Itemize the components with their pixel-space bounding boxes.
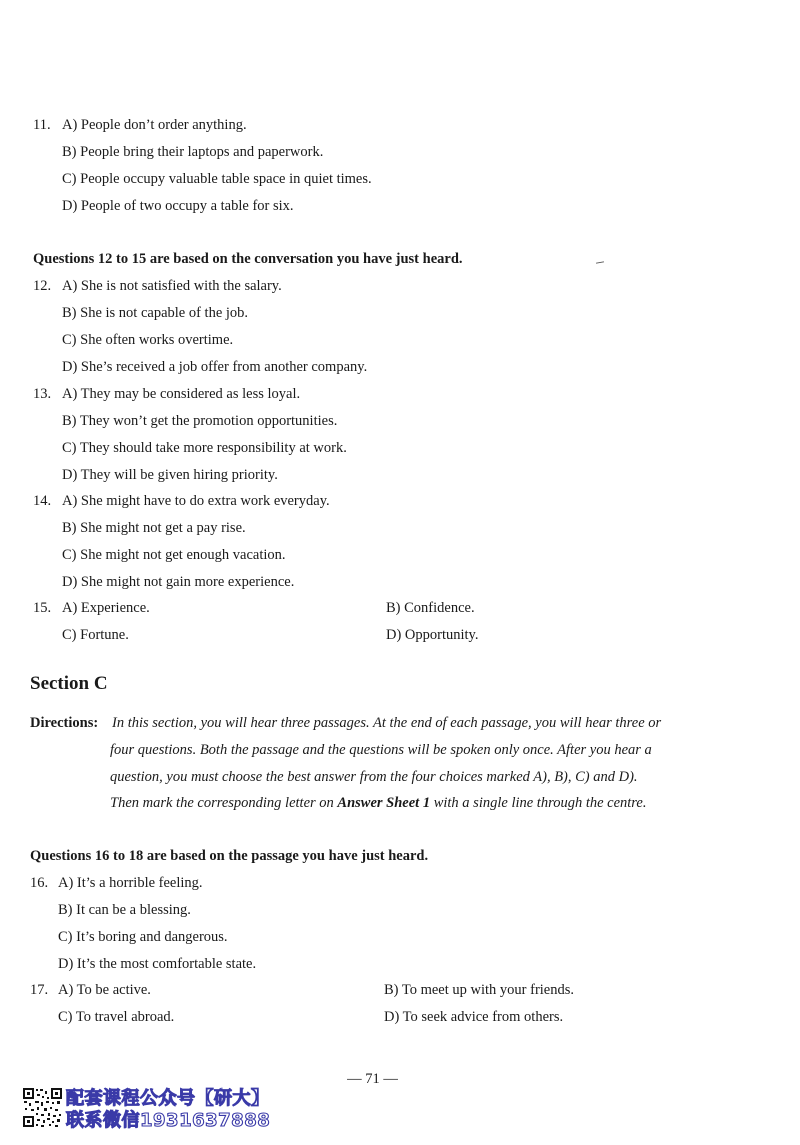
question-14-option-d: D) She might not gain more experience.	[62, 574, 295, 590]
question-group-heading: Questions 12 to 15 are based on the conversation you have just heard.	[33, 251, 463, 267]
directions-label: Directions:	[30, 715, 99, 731]
question-11-number: 11.	[33, 117, 51, 133]
question-14-option-c: C) She might not get enough vacation.	[62, 547, 286, 563]
directions-line-1: In this section, you will hear three passages. At the end of each passage, you will hear three or	[112, 715, 662, 731]
question-15-option-c: C) Fortune.	[62, 627, 129, 643]
question-group-heading-16-18: Questions 16 to 18 are based on the passage you have just heard.	[30, 848, 429, 864]
question-11-option-d: D) People of two occupy a table for six.	[62, 198, 294, 214]
watermark-line-1: 配套课程公众号【研大】	[66, 1088, 270, 1109]
qr-code-icon	[22, 1087, 63, 1128]
section-c-title: Section C	[30, 673, 108, 694]
question-17-option-c: C) To travel abroad.	[58, 1009, 175, 1025]
directions-line-2: four questions. Both the passage and the questions will be spoken only once. After you hear a	[110, 742, 652, 758]
question-17-number: 17.	[30, 982, 49, 998]
question-16-option-a: A) It’s a horrible feeling.	[58, 875, 203, 891]
question-14-number: 14.	[33, 493, 52, 509]
directions-line-3: question, you must choose the best answer from the four choices marked A), B), C) and D).	[110, 769, 638, 785]
question-16-option-b: B) It can be a blessing.	[58, 902, 191, 918]
question-13-option-b: B) They won’t get the promotion opportunities.	[62, 413, 338, 429]
question-13-option-d: D) They will be given hiring priority.	[62, 467, 278, 483]
question-12-option-d: D) She’s received a job offer from another company.	[62, 359, 368, 375]
question-12-option-b: B) She is not capable of the job.	[62, 305, 249, 321]
directions-line-4	[110, 794, 646, 812]
question-15-option-a: A) Experience.	[62, 600, 150, 616]
question-17-option-a: A) To be active.	[58, 982, 151, 998]
question-16-option-c: C) It’s boring and dangerous.	[58, 929, 228, 945]
answer-sheet-emphasis: Answer Sheet 1	[337, 795, 431, 811]
directions-line-4-end: with a single line through the centre.	[433, 795, 647, 811]
question-14-option-a: A) She might have to do extra work everyday.	[62, 493, 330, 509]
watermark-line-2: 联系微信1931637888	[66, 1110, 271, 1131]
question-12-number: 12.	[33, 278, 52, 294]
stray-pen-mark	[596, 261, 604, 263]
question-12-option-c: C) She often works overtime.	[62, 332, 234, 348]
question-16-number: 16.	[30, 875, 49, 891]
question-12-option-a: A) She is not satisfied with the salary.	[62, 278, 282, 294]
question-14-option-b: B) She might not get a pay rise.	[62, 520, 246, 536]
question-13-number: 13.	[33, 386, 52, 402]
question-13-option-c: C) They should take more responsibility at work.	[62, 440, 347, 456]
question-17-option-b: B) To meet up with your friends.	[384, 982, 575, 998]
question-17-option-d: D) To seek advice from others.	[384, 1009, 564, 1025]
question-15-number: 15.	[33, 600, 52, 616]
directions-line-4-start: Then mark the corresponding letter on	[110, 795, 334, 811]
question-11-option-b: B) People bring their laptops and paperwork.	[62, 144, 324, 160]
question-16-option-d: D) It’s the most comfortable state.	[58, 956, 257, 972]
question-15-option-d: D) Opportunity.	[386, 627, 479, 643]
question-13-option-a: A) They may be considered as less loyal.	[62, 386, 301, 402]
question-15-option-b: B) Confidence.	[386, 600, 475, 616]
question-11-option-c: C) People occupy valuable table space in quiet times.	[62, 171, 372, 187]
page-number: — 71 —	[347, 1071, 398, 1087]
question-11-option-a: A) People don’t order anything.	[62, 117, 247, 133]
